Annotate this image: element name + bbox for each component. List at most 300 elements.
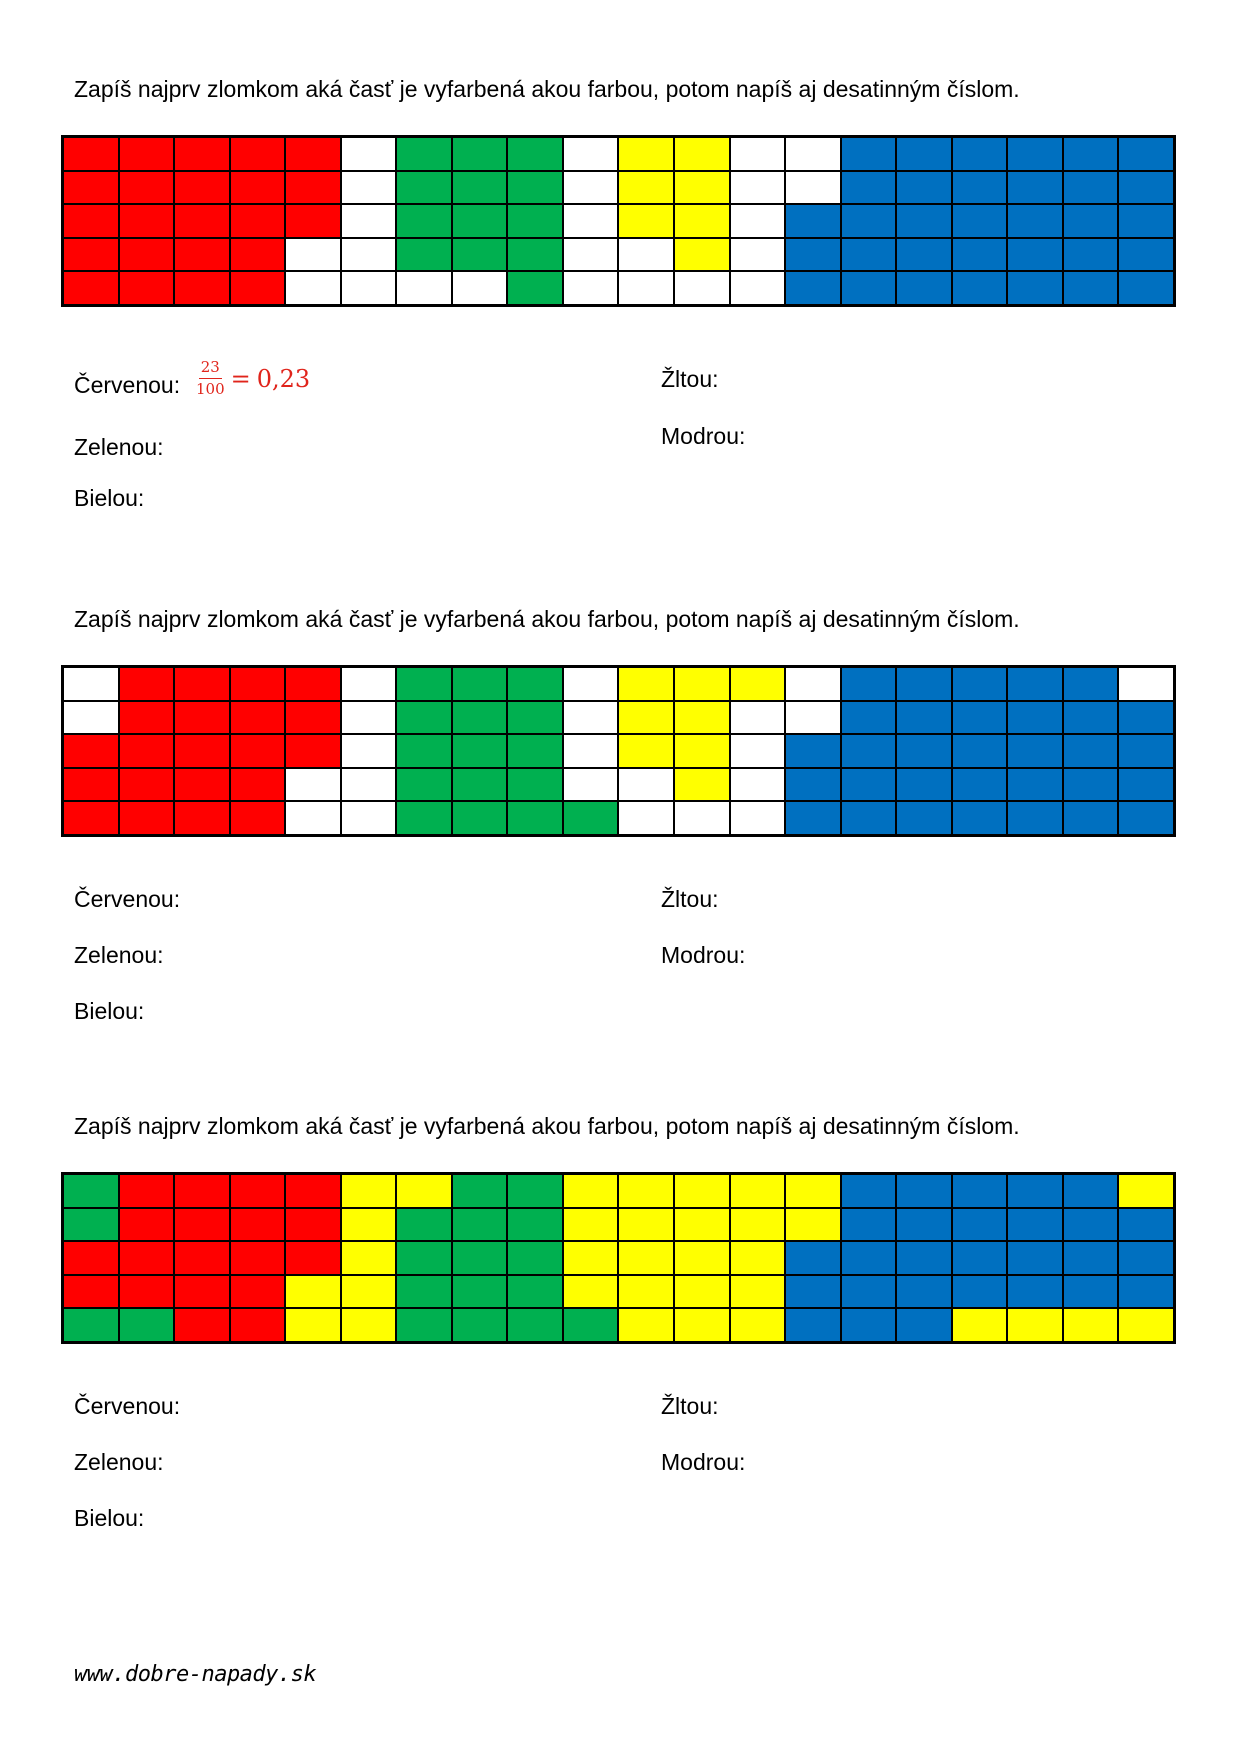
color-grid [61,665,1176,837]
grid-cell-red [120,205,174,237]
grid-cell-blue [786,735,840,767]
color-grid [61,135,1176,307]
instruction-text: Zapíš najprv zlomkom aká časť je vyfarbená akou farbou, potom napíš aj desatinným číslom. [74,606,1020,632]
grid-cell-yellow [342,1209,396,1241]
grid-cell-white [731,702,785,734]
grid-cell-red [175,1175,229,1207]
grid-cell-blue [786,1309,840,1341]
label-white: Bielou: [74,485,145,511]
grid-cell-yellow [619,172,673,204]
grid-cell-white [731,802,785,834]
grid-cell-blue [1064,735,1118,767]
grid-cell-blue [953,769,1007,801]
grid-cell-yellow [675,239,729,271]
grid-cell-blue [842,205,896,237]
grid-cell-red [231,1175,285,1207]
grid-cell-green [508,1242,562,1274]
grid-cell-white [342,239,396,271]
grid-cell-blue [953,1175,1007,1207]
label-blue: Modrou: [661,423,746,449]
equals-sign: = [230,364,251,393]
grid-cell-green [397,239,451,271]
grid-cell-blue [842,802,896,834]
grid-cell-blue [897,702,951,734]
grid-cell-white [564,272,618,304]
grid-cell-yellow [731,1276,785,1308]
grid-cell-green [508,1175,562,1207]
grid-cell-white [564,172,618,204]
grid-cell-blue [1008,1242,1062,1274]
grid-cell-red [231,702,285,734]
grid-cell-blue [786,802,840,834]
grid-cell-blue [1008,1209,1062,1241]
grid-cell-white [564,138,618,170]
grid-cell-red [120,668,174,700]
grid-cell-red [64,239,118,271]
grid-cell-white [731,172,785,204]
grid-cell-blue [897,802,951,834]
grid-cell-blue [1064,1209,1118,1241]
grid-cell-red [286,205,340,237]
grid-cell-red [286,735,340,767]
grid-cell-blue [1064,668,1118,700]
grid-cell-green [508,668,562,700]
grid-cell-blue [1064,702,1118,734]
label-yellow: Žltou: [661,366,719,392]
grid-cell-blue [1064,1175,1118,1207]
grid-cell-yellow [731,1242,785,1274]
grid-cell-blue [1119,272,1173,304]
grid-cell-blue [953,802,1007,834]
grid-cell-green [508,239,562,271]
grid-cell-white [342,272,396,304]
grid-cell-yellow [675,668,729,700]
grid-cell-blue [897,1175,951,1207]
grid-cell-green [453,769,507,801]
grid-cell-blue [842,1242,896,1274]
grid-cell-red [231,172,285,204]
grid-cell-yellow [286,1309,340,1341]
grid-cell-red [231,138,285,170]
grid-cell-white [342,802,396,834]
grid-cell-green [453,668,507,700]
grid-cell-red [175,702,229,734]
grid-cell-red [120,138,174,170]
grid-cell-blue [897,239,951,271]
fraction-denominator: 100 [196,380,225,398]
grid-cell-blue [1008,172,1062,204]
grid-cell-yellow [1119,1175,1173,1207]
label-blue: Modrou: [661,1449,746,1475]
grid-cell-green [453,239,507,271]
grid-cell-yellow [731,1209,785,1241]
grid-cell-red [231,769,285,801]
grid-cell-blue [842,769,896,801]
label-red: Červenou: [74,886,181,912]
grid-cell-blue [1064,172,1118,204]
grid-cell-yellow [731,668,785,700]
grid-cell-white [64,702,118,734]
grid-cell-blue [953,1276,1007,1308]
grid-cell-red [175,1242,229,1274]
grid-cell-blue [897,1242,951,1274]
grid-cell-red [286,172,340,204]
grid-cell-red [231,1242,285,1274]
grid-cell-white [286,802,340,834]
grid-cell-blue [1064,239,1118,271]
grid-cell-blue [1064,138,1118,170]
grid-cell-green [453,138,507,170]
grid-cell-white [731,272,785,304]
grid-cell-blue [953,205,1007,237]
grid-cell-red [175,735,229,767]
grid-cell-green [564,1309,618,1341]
grid-cell-blue [842,1309,896,1341]
grid-cell-white [453,272,507,304]
grid-cell-blue [842,1175,896,1207]
grid-cell-yellow [564,1175,618,1207]
label-yellow: Žltou: [661,886,719,912]
grid-cell-green [397,769,451,801]
grid-cell-white [786,668,840,700]
label-white: Bielou: [74,998,145,1024]
grid-cell-blue [842,668,896,700]
grid-cell-yellow [731,1309,785,1341]
grid-cell-red [286,1175,340,1207]
grid-cell-green [453,205,507,237]
grid-cell-green [453,1175,507,1207]
grid-cell-green [508,1309,562,1341]
grid-cell-red [231,1309,285,1341]
grid-cell-green [397,735,451,767]
grid-cell-red [64,272,118,304]
grid-cell-yellow [786,1175,840,1207]
grid-cell-yellow [675,1276,729,1308]
grid-cell-blue [842,272,896,304]
grid-cell-green [508,802,562,834]
grid-cell-blue [1064,1276,1118,1308]
grid-cell-blue [1008,138,1062,170]
grid-cell-red [175,1309,229,1341]
grid-cell-green [453,1276,507,1308]
label-red: Červenou: [74,1393,181,1419]
grid-cell-blue [953,272,1007,304]
grid-cell-red [120,272,174,304]
grid-cell-red [120,702,174,734]
grid-cell-yellow [619,1309,673,1341]
grid-cell-yellow [619,205,673,237]
grid-cell-green [397,1209,451,1241]
grid-cell-red [64,205,118,237]
grid-cell-white [786,172,840,204]
grid-cell-yellow [731,1175,785,1207]
grid-cell-yellow [564,1242,618,1274]
grid-cell-green [397,205,451,237]
grid-cell-blue [1119,769,1173,801]
grid-cell-blue [1119,735,1173,767]
grid-cell-white [342,172,396,204]
grid-cell-green [397,1276,451,1308]
grid-cell-blue [897,172,951,204]
grid-cell-white [675,802,729,834]
grid-cell-white [786,702,840,734]
grid-cell-yellow [619,735,673,767]
grid-cell-red [286,668,340,700]
grid-cell-yellow [1119,1309,1173,1341]
grid-cell-blue [1008,1276,1062,1308]
grid-cell-blue [1064,1242,1118,1274]
grid-cell-red [231,1276,285,1308]
grid-cell-green [564,802,618,834]
grid-cell-yellow [619,668,673,700]
grid-cell-yellow [675,172,729,204]
grid-cell-blue [897,1209,951,1241]
label-green: Zelenou: [74,434,164,460]
grid-cell-blue [786,1276,840,1308]
grid-cell-red [231,205,285,237]
grid-cell-green [508,702,562,734]
grid-cell-blue [953,172,1007,204]
grid-cell-blue [1119,239,1173,271]
grid-cell-red [120,1175,174,1207]
grid-cell-yellow [675,1242,729,1274]
grid-cell-red [286,702,340,734]
grid-cell-blue [786,205,840,237]
grid-cell-red [231,1209,285,1241]
grid-cell-blue [953,1209,1007,1241]
grid-cell-red [64,802,118,834]
example-answer [196,360,310,397]
grid-cell-green [453,702,507,734]
label-yellow: Žltou: [661,1393,719,1419]
grid-cell-red [231,239,285,271]
grid-cell-blue [1119,702,1173,734]
grid-cell-red [64,769,118,801]
grid-cell-red [120,1242,174,1274]
grid-cell-white [342,205,396,237]
label-green: Zelenou: [74,942,164,968]
grid-cell-red [120,239,174,271]
grid-cell-green [64,1175,118,1207]
grid-cell-green [453,1242,507,1274]
grid-cell-white [564,239,618,271]
grid-cell-red [231,272,285,304]
grid-cell-red [120,1276,174,1308]
grid-cell-white [342,769,396,801]
grid-cell-blue [1119,1209,1173,1241]
grid-cell-blue [897,668,951,700]
grid-cell-white [731,239,785,271]
grid-cell-blue [1008,735,1062,767]
grid-cell-red [120,769,174,801]
grid-cell-blue [1008,205,1062,237]
grid-cell-green [64,1209,118,1241]
grid-cell-green [508,205,562,237]
grid-cell-blue [1119,1242,1173,1274]
grid-cell-yellow [675,138,729,170]
grid-cell-yellow [619,1276,673,1308]
grid-cell-blue [897,1309,951,1341]
grid-cell-white [286,239,340,271]
grid-cell-red [175,172,229,204]
grid-cell-blue [1008,668,1062,700]
grid-cell-blue [1008,1175,1062,1207]
grid-cell-blue [1119,205,1173,237]
grid-cell-blue [897,1276,951,1308]
grid-cell-white [342,668,396,700]
grid-cell-green [508,1209,562,1241]
grid-cell-red [64,735,118,767]
grid-cell-blue [953,1242,1007,1274]
grid-cell-yellow [342,1309,396,1341]
grid-cell-white [731,735,785,767]
grid-cell-green [453,802,507,834]
grid-cell-white [342,735,396,767]
grid-cell-white [675,272,729,304]
grid-cell-green [397,1242,451,1274]
grid-cell-green [453,1209,507,1241]
label-green: Zelenou: [74,1449,164,1475]
grid-cell-green [397,702,451,734]
grid-cell-green [508,735,562,767]
grid-cell-green [397,172,451,204]
grid-cell-red [64,1242,118,1274]
grid-cell-blue [842,239,896,271]
grid-cell-blue [1064,205,1118,237]
grid-cell-green [508,769,562,801]
grid-cell-blue [1008,272,1062,304]
grid-cell-yellow [619,702,673,734]
grid-cell-blue [842,702,896,734]
grid-cell-yellow [342,1175,396,1207]
grid-cell-yellow [675,735,729,767]
grid-cell-blue [897,769,951,801]
grid-cell-red [175,138,229,170]
grid-cell-blue [786,239,840,271]
grid-cell-red [120,1209,174,1241]
grid-cell-red [286,138,340,170]
grid-cell-white [342,702,396,734]
label-blue: Modrou: [661,942,746,968]
grid-cell-white [731,769,785,801]
grid-cell-red [120,172,174,204]
grid-cell-green [397,138,451,170]
grid-cell-red [231,668,285,700]
grid-cell-red [175,272,229,304]
label-white: Bielou: [74,1505,145,1531]
grid-cell-blue [786,272,840,304]
grid-cell-yellow [342,1242,396,1274]
grid-cell-white [397,272,451,304]
grid-cell-blue [842,735,896,767]
grid-cell-red [64,138,118,170]
grid-cell-yellow [953,1309,1007,1341]
grid-cell-yellow [564,1209,618,1241]
grid-cell-white [619,769,673,801]
grid-cell-green [453,735,507,767]
grid-cell-white [619,802,673,834]
grid-cell-blue [842,1209,896,1241]
color-grid [61,1172,1176,1344]
grid-cell-yellow [675,1175,729,1207]
grid-cell-red [175,205,229,237]
grid-cell-green [397,802,451,834]
grid-cell-green [508,1276,562,1308]
grid-cell-red [64,1276,118,1308]
grid-cell-red [231,735,285,767]
grid-cell-yellow [619,1209,673,1241]
grid-cell-white [564,205,618,237]
grid-cell-blue [842,1276,896,1308]
grid-cell-yellow [619,1242,673,1274]
grid-cell-blue [953,735,1007,767]
grid-cell-white [564,702,618,734]
grid-cell-blue [786,769,840,801]
grid-cell-green [397,668,451,700]
grid-cell-red [175,668,229,700]
grid-cell-red [175,1276,229,1308]
grid-cell-yellow [619,138,673,170]
grid-cell-yellow [675,769,729,801]
grid-cell-blue [953,239,1007,271]
grid-cell-green [453,1309,507,1341]
grid-cell-red [231,802,285,834]
grid-cell-blue [1008,702,1062,734]
grid-cell-blue [1064,802,1118,834]
grid-cell-blue [1119,802,1173,834]
grid-cell-white [731,205,785,237]
grid-cell-blue [786,1242,840,1274]
grid-cell-yellow [675,205,729,237]
grid-cell-white [342,138,396,170]
grid-cell-white [731,138,785,170]
grid-cell-blue [897,205,951,237]
grid-cell-blue [1119,172,1173,204]
grid-cell-red [175,239,229,271]
grid-cell-yellow [675,702,729,734]
grid-cell-red [175,769,229,801]
grid-cell-blue [897,735,951,767]
grid-cell-blue [842,172,896,204]
grid-cell-blue [953,138,1007,170]
decimal-value: 0,23 [256,364,311,393]
grid-cell-red [175,802,229,834]
grid-cell-blue [1008,802,1062,834]
grid-cell-green [397,1309,451,1341]
grid-cell-red [120,802,174,834]
grid-cell-blue [1119,138,1173,170]
grid-cell-white [286,769,340,801]
grid-cell-green [508,138,562,170]
grid-cell-white [619,272,673,304]
grid-cell-white [564,769,618,801]
instruction-text: Zapíš najprv zlomkom aká časť je vyfarbená akou farbou, potom napíš aj desatinným číslom. [74,76,1020,102]
grid-cell-red [64,172,118,204]
grid-cell-white [786,138,840,170]
grid-cell-blue [1008,239,1062,271]
grid-cell-green [453,172,507,204]
grid-cell-yellow [397,1175,451,1207]
grid-cell-white [619,239,673,271]
instruction-text: Zapíš najprv zlomkom aká časť je vyfarbená akou farbou, potom napíš aj desatinným číslom. [74,1113,1020,1139]
grid-cell-blue [1008,769,1062,801]
grid-cell-blue [842,138,896,170]
grid-cell-green [508,172,562,204]
grid-cell-yellow [786,1209,840,1241]
grid-cell-green [64,1309,118,1341]
grid-cell-white [564,668,618,700]
grid-cell-blue [1064,769,1118,801]
